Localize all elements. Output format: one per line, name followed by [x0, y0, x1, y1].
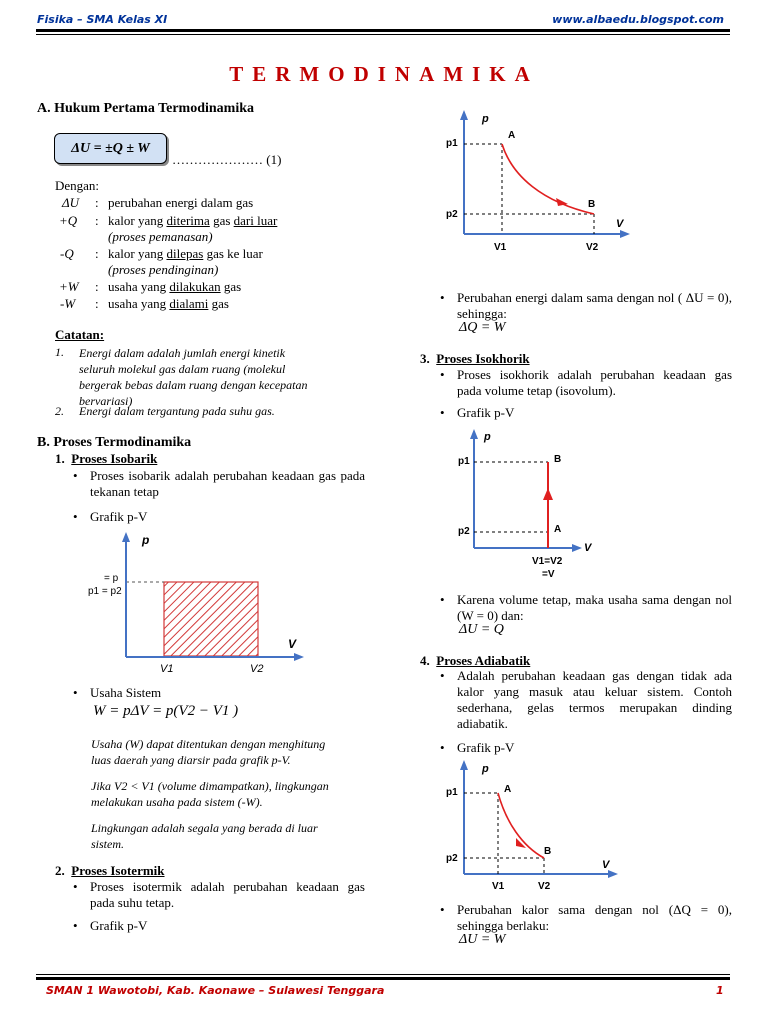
dengan-label: Dengan: — [55, 178, 100, 193]
page-title: TERMODINAMIKA — [229, 62, 539, 86]
adiabatik-title: 4. Proses Adiabatik — [420, 653, 531, 668]
catatan-item: Energi dalam tergantung pada suhu gas. — [79, 404, 275, 418]
catatan-title: Catatan: — [55, 327, 105, 342]
p-axis-arrow-icon — [122, 532, 130, 542]
p2-label: p2 — [446, 853, 458, 864]
v-axis-arrow-icon — [294, 653, 304, 661]
adiabatik-graph — [446, 756, 632, 896]
catatan-number: 1. — [55, 345, 64, 359]
def-text: kalor yang diterima gas dari luar — [108, 213, 278, 228]
p-axis-label: p — [484, 431, 491, 443]
p1-label: p1 — [446, 787, 458, 798]
p-axis-label: p — [142, 533, 150, 547]
p-axis-label: p — [482, 763, 489, 775]
point-b-label: B — [554, 454, 562, 465]
adiabatik-formula: ΔU = W — [459, 932, 506, 947]
usaha-note: Usaha (W) dapat ditentukan dengan menghitung luas daerah yang diarsir pada grafik p-V. — [91, 737, 326, 767]
page-number: 1 — [716, 984, 724, 997]
usaha-note: Lingkungan adalah segala yang berada di luar sistem. — [91, 821, 318, 851]
v1-label: V1 — [492, 881, 505, 892]
adiabat-curve — [498, 793, 544, 858]
def-text: perubahan energi dalam gas — [108, 195, 254, 210]
point-a-label: A — [508, 130, 516, 141]
isotermik-formula: ΔQ = W — [459, 320, 506, 335]
v1-label: V1 — [160, 663, 174, 675]
def-symbol: -W — [60, 296, 76, 311]
v2-label: V2 — [586, 242, 599, 253]
p2-label: p2 — [446, 209, 458, 220]
v2-label: V2 — [538, 881, 551, 892]
header-right: www.albaedu.blogspot.com — [552, 13, 724, 26]
isokhorik-graph — [452, 426, 612, 586]
equation-ref: ………………… (1) — [172, 152, 282, 167]
isotermik-graph — [446, 106, 638, 258]
v2-label: V2 — [250, 663, 264, 675]
p-axis-arrow-icon — [460, 110, 468, 120]
eq-v-label: =V — [542, 569, 555, 580]
def-symbol: +Q — [59, 213, 78, 228]
catatan-number: 2. — [55, 404, 64, 418]
header-left: Fisika – SMA Kelas XI — [37, 13, 168, 26]
v-axis-arrow-icon — [608, 870, 618, 878]
def-subtext: (proses pemanasan) — [108, 229, 213, 244]
point-a-label: A — [504, 784, 512, 795]
section-b-heading: B. Proses Termodinamika — [37, 435, 192, 450]
v1-label: V1 — [494, 242, 507, 253]
p-axis-label: p — [482, 113, 489, 125]
def-text: usaha yang dialami gas — [108, 296, 229, 311]
v-axis-arrow-icon — [572, 544, 582, 552]
footer-rule-thick — [36, 977, 730, 980]
isokhorik-title: 3. Proses Isokhorik — [420, 351, 530, 366]
v-axis-label: V — [584, 542, 592, 554]
usaha-formula: W = pΔV = p(V2 − V1 ) — [93, 703, 239, 719]
p2-label: p2 — [458, 526, 470, 537]
p1-label: p1 — [458, 456, 470, 467]
v1-v2-label: V1=V2 — [532, 556, 563, 567]
def-symbol: -Q — [60, 246, 74, 261]
line-arrow-icon — [543, 488, 553, 500]
p1-label: p1 — [446, 138, 458, 149]
footer-school: SMAN 1 Wawotobi, Kab. Kaonawe – Sulawesi Tenggara — [46, 984, 385, 997]
isobarik-graph — [86, 528, 316, 688]
isobarik-title: 1. Proses Isobarik — [55, 451, 158, 466]
def-text: kalor yang dilepas gas ke luar — [108, 246, 263, 261]
v-axis-label: V — [288, 637, 297, 651]
def-text: usaha yang dilakukan gas — [108, 279, 242, 294]
p-axis-arrow-icon — [470, 429, 478, 439]
def-colon: : — [95, 195, 99, 210]
usaha-note: Jika V2 < V1 (volume dimampatkan), lingkungan melakukan usaha pada sistem (-W). — [91, 779, 329, 809]
v-axis-label: V — [616, 218, 624, 230]
isotherm-curve — [502, 144, 594, 214]
header-rule-thin — [36, 34, 730, 35]
isotermik-title: 2. Proses Isotermik — [55, 863, 165, 878]
header-rule-thick — [36, 29, 730, 32]
def-subtext: (proses pendinginan) — [108, 262, 219, 277]
def-symbol: ΔU — [62, 195, 80, 210]
point-b-label: B — [588, 199, 596, 210]
p1-p2-label: p1 = p2 — [88, 586, 122, 597]
eq-p-label: = p — [104, 573, 119, 584]
work-area — [164, 582, 258, 656]
def-colon: : — [95, 296, 99, 311]
first-law-formula: ΔU = ±Q ± W — [54, 133, 167, 164]
def-colon: : — [95, 246, 99, 261]
def-symbol: +W — [59, 279, 79, 294]
section-a-heading: A. Hukum Pertama Termodinamika — [37, 101, 255, 116]
p-axis-arrow-icon — [460, 760, 468, 770]
v-axis-arrow-icon — [620, 230, 630, 238]
footer-rule-thin — [36, 974, 730, 975]
def-colon: : — [95, 279, 99, 294]
point-b-label: B — [544, 846, 552, 857]
isokhorik-formula: ΔU = Q — [459, 622, 504, 637]
catatan-item: Energi dalam adalah jumlah energi kinetik seluruh molekul gas dalam ruang (molekul bergerak bebas dalam ruang dengan kecepatan bervariasi) — [79, 346, 308, 408]
v-axis-label: V — [602, 859, 610, 871]
point-a-label: A — [554, 524, 562, 535]
def-colon: : — [95, 213, 99, 228]
